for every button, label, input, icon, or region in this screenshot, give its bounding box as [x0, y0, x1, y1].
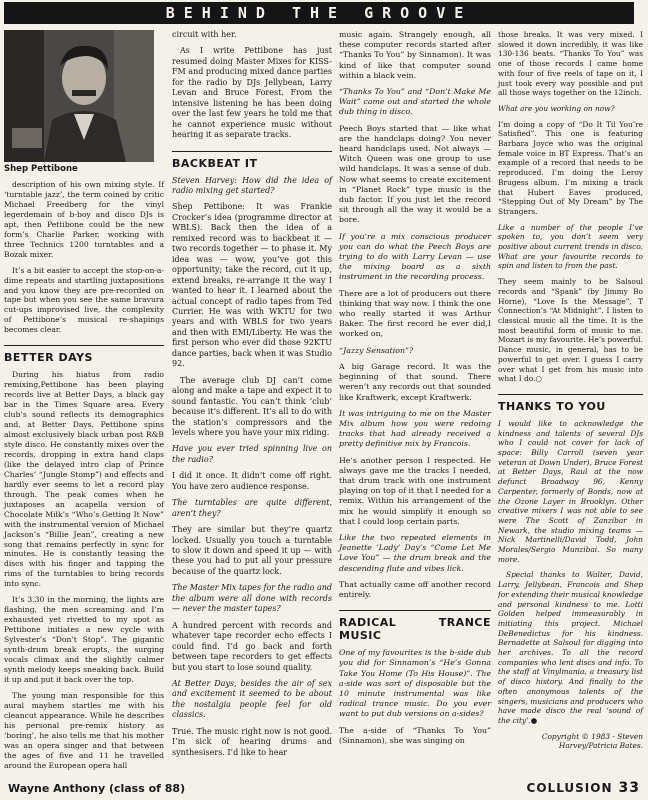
footer-folio [527, 780, 640, 796]
question: “Jazzy Sensation”? [339, 345, 414, 355]
question: The Master Mix tapes for the radio and the album were all done with records — never the master tapes? [172, 583, 332, 614]
paragraph: It’s 3.30 in the morning, the lights are flashing, the men screaming and I’m exhausted yet rivetted to my spot as Pettibone initiates a new cycle with Sylvester’s “Don’t Stop”. The gigantic synth-drum break erupts, the surging vocals climax and the slightly calmer synth melody keeps sneaking back. Build it up and put it back over the top. [4, 595, 164, 684]
copyright: Copyright © 1983 - Steven Harvey/Patricia Bates. [541, 731, 643, 751]
footer-credit: Wayne Anthony (class of 88) [8, 782, 186, 795]
heading-thanks-to-you: THANKS TO YOU [498, 394, 643, 413]
paragraph: They are similar but they’re quartz locked. Usually you touch a turntable to slow it down and speed it up — with these you had to put all your pressure because of the quartz lock. [172, 525, 332, 576]
paragraph: True. The music right now is not good. I’m sick of hearing drums and synthesisers. I’d like to hear [172, 726, 332, 757]
paragraph: description of his own mixing style. If ‘turntable jazz’, the term coined by critic Michael Freedberg for the vinyl legerdemain of b-boy and disco DJs is apt, then Pettibone could be the new form’s Charlie Parker, working with three Technics 1200 turntables and a Bozak mixer. [4, 180, 164, 259]
section-banner: BEHIND THE GROOVE [4, 2, 634, 24]
paragraph: A big Garage record. It was the beginning of that sound. There weren’t any records out that sounded like Kraftwerk, except Kraftwerk. [339, 361, 491, 402]
paragraph: They seem mainly to be Salsoul records and “Spank” (by Jimmy Bo Horne), “Love Is the Message”, T Connection’s “At Midnight”. I listen to classical music all the time. It is the most beautiful form of music to me. Mozart is my favourite. He’s powerful. Dance music, in general, has to be powerful to get over. I guess I carry over what I get from his music into what I do.○ [498, 277, 643, 384]
question: Like a number of the people I’ve spoken to, you don’t seem very positive about current trends in disco. What are your favourite records to spin and listen to from the past. [498, 222, 643, 271]
paragraph: As I write Pettibone has just resumed doing Master Mixes for KISS-FM and producing mixed dance parties for the radio by DJs Jellybean, Larry Levan and Bruce Forest. From the intensive listening he has been doing over the last few years he told me that he cannot experience music without hearing it as separate tracks. [172, 46, 332, 140]
column-1 [4, 30, 164, 776]
paragraph: I did it once. It didn’t come off right. You have zero audience response. [172, 471, 332, 491]
paragraph: That actually came off another record entirely. [339, 579, 491, 599]
question: Steven Harvey: How did the idea of radio mixing get started? [172, 175, 332, 195]
paragraph: The young man responsible for this aural mayhem startles me with his cleancut appearance. While he describes his personal pre-remix history as ‘boring’, he also tells me that his mother was an opera singer and that between the ages of five and 11 he travelled around the European opera hall [4, 690, 164, 770]
column-2 [172, 30, 332, 764]
heading-radical-trance-music: RADICAL TRANCE MUSIC [339, 610, 491, 642]
question: It was intriguing to me on the Master Mix album how you were redoing tracks that had already received a pretty definitive mix by Francois. [339, 408, 491, 449]
paragraph: During his hiatus from radio remixing,Pettibone has been playing records live at Better Days, a black gay bar in the Times Square area. Every club’s sound reflects its demographics and, at Better Days, Pettibone spins almost exclusively black urban post R&B style disco. He constantly mixes over the records, dropping in extra hand claps (like the delayed intro clap of Prince Charles’ “Jungle Stomp”) and effects and hardly ever seems to let a record play through. The peak comes when he juxtaposes an acapella version of Chocolate Milk’s “Who’s Getting It Now” with the instrumental version of Michael Jackson’s “Billie Jean”, creating a new song that remains perfectly in sync for minutes. He is constantly teasing the discs with his finger and tapping the rims of the turntables to bring records into sync. [4, 370, 164, 589]
paragraph: Special thanks to Walter, David, Larry, Jellybean, Francois and Shep for extending their musical knowledge and personal kindness to me. Lotti Golden helped immeasurably in initiating this project. Michael DeBenedictus for his kindness. Bernadette at Salsoul for digging into her archives. To all the record companies who lent discs and info. To the staff at Vinylmania, a treasury list of disco history. And finally to the often anonymous talents of the singers, musicians and producers who have made disco the real ‘sound of the city’.● [498, 570, 643, 725]
portrait-image [4, 30, 154, 162]
paragraph: I would like to acknowledge the kindness and talents of several DJs who I could not cover for lack of space: Billy Carroll (seven year veteran at Down Under), Bruce Forest at Better Days, Raul at the now defunct Broadway 96, Kenny Carpenter, formerly of Bonds, now at the Ozone Layer in Brooklyn. Other creative mixers I was not able to see were The Scott of Zanzibar in Newark, the studio mixing teams — Nick Martinelli/David Todd, John Morales/Sergio Munzibai. So many more. [498, 418, 643, 564]
column-4 [498, 30, 643, 757]
paragraph: I’m doing a copy of “Do It Til You’re Satisfied”. This one is featuring Barbara Joyce who was the original female voice in BT Express. That’s an example of a record that needs to be reproduced. I’m doing the Leroy Brugess album. I’m mixing a track that Hubert Eaves produced, “Stepping Out of My Dream” by The Strangers. [498, 119, 643, 216]
paragraph: He’s another person I respected. He always gave me the tracks I needed, that drum track with one instrument playing on top of it that I needed for a remix. Within his arrangement of the mix he would simplify it enough so that I could loop certain parts. [339, 455, 491, 526]
paragraph: those breaks. It was very mixed. I slowed it down incredibly, it was like 130-136 beats. “Thanks To You” was one of those records I came home with four of five reels of tape on it, I just took every way possible and put all those ways together on the 12inch. [498, 30, 643, 98]
photo-caption: Shep Pettibone [4, 164, 78, 174]
heading-backbeat-it: BACKBEAT IT [172, 151, 332, 170]
question: At Better Days, besides the air of sex and excitement it seemed to be about the nostalgia people feel for old classics. [172, 679, 332, 720]
paragraph: circuit with her. [172, 30, 237, 39]
paragraph: music again. Strangely enough, all these computer records started after “Thanks To You” by Sinnamon). It was kind of like that computer sound within a black vein. [339, 30, 491, 80]
paragraph: Shep Pettibone: It was Frankie Crocker’s idea (programme director at WBLS). Back then the idea of a remixed record was to backbeat it — two records together — to phase it. My idea was — wow, you’ve got this opportunity; take the record, cut it up, extend breaks, re-arrange it the way I wanted to hear it. I learned about the actual concept of radio tapes from Ted Currier. He was with WKTU for two years and with WBLS for two years and then with EMI/Liberty. He was the first person who ever did those 92KTU dance parties, back when it was Studio 92. [172, 202, 332, 369]
paragraph: A hundred percent with records and whatever tape recorder echo effects I could find. I’d go back and forth between tape recorders to get effects but you start to lose sound quality. [172, 620, 332, 672]
paragraph: Peech Boys started that — like what are the handclaps doing? You never heard handclaps used. Not always — Witch Queen was one group to use wild handclaps. It was a sense of dub. Now what seems to create excitement in “Planet Rock” type music is the dub factor. If you just let the record sit through all the way it would be a bore. [339, 123, 491, 225]
question: “Thanks To You” and “Don’t Make Me Wait” came out and started the whole dub thing in disco. [339, 87, 491, 117]
question: What are you working on now? [498, 103, 615, 113]
question: If you’re a mix conscious producer you can do what the Peech Boys are trying to do with Larry Levan — use the mixing board as a sixth instrument in the recording process. [339, 231, 491, 282]
question: The turntables are quite different, aren’t they? [172, 498, 332, 518]
question: Have you ever tried spinning live on the radio? [172, 444, 332, 464]
paragraph: The average club DJ can’t come along and make a tape and expect it to sound fantastic. You can’t think ‘club’ because it’s different. It’s all to do with the station’s compressors and the levels where you have your mix riding. [172, 375, 332, 437]
column-3 [339, 30, 491, 752]
paragraph: There are a lot of producers out there thinking that way now. I think the one who really started it was Arthur Baker. The first record he ever did,I worked on, [339, 288, 491, 339]
page-number: 33 [618, 780, 640, 796]
heading-better-days: BETTER DAYS [4, 345, 164, 364]
question: Like the two repeated elements in Jeanette ‘Lady’ Day’s “Come Let Me Love You” — the drum break and the descending flute and vibes lick. [339, 532, 491, 573]
magazine-name: COLLUSION [526, 781, 613, 795]
paragraph: The a-side of “Thanks To You” (Sinnamon), she was singing on [339, 725, 491, 745]
photo-shep-pettibone [4, 30, 154, 162]
question: One of my favourites is the b-side dub you did for Sinnamon’s “He’s Gonna Take You Home (To His House)”. The a-side was sort of disposable but the 10 minute instrumental was like radical trance music. Do you ever want to put dub versions on a-sides? [339, 648, 491, 719]
paragraph: It’s a bit easier to accept the stop-on-a-dime repeats and startling juxtapositions and you know they are pre-recorded on tape but when you see the same bravura cut-ups improvised live, the complexity of Pettibone’s musical re-shapings becomes clear. [4, 265, 164, 335]
